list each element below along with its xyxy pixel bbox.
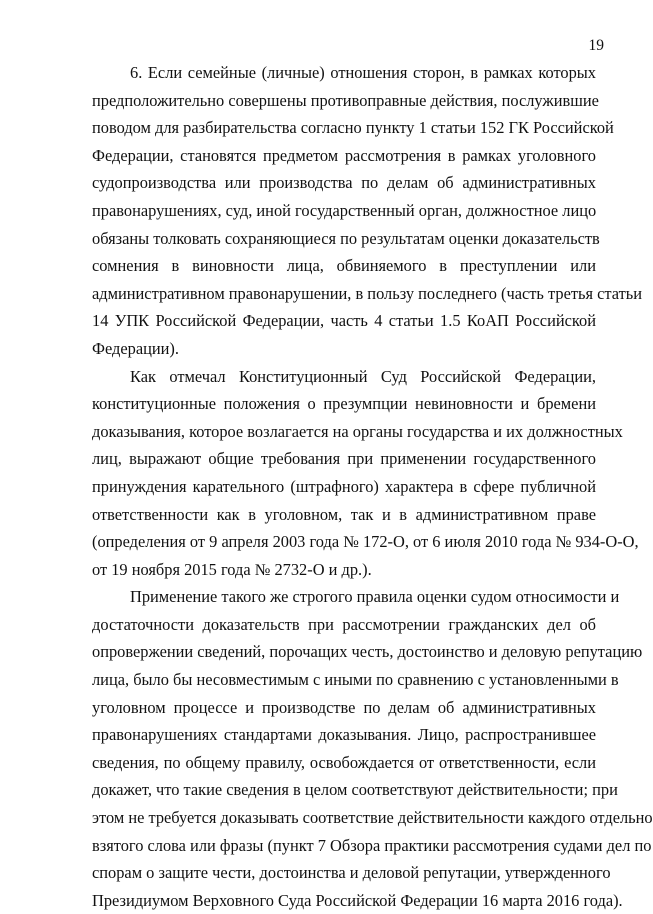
text-line: от 19 ноября 2015 года № 2732-О и др.). [92,559,372,579]
text-line: судопроизводства или производства по делам об административных [92,173,596,193]
paragraph-constitutional-court [92,363,639,584]
page-number: 19 [588,37,604,54]
text-line: докажет, что такие сведения в целом соответствуют действительности; при [92,780,618,800]
text-line: сомнения в виновности лица, обвиняемого в преступлении или [92,256,596,276]
text-line: лица, было бы несовместимым с иными по сравнению с установленными в [92,670,619,690]
text-line: обязаны толковать сохраняющиеся по результатам оценки доказательств [92,228,600,248]
text-line: конституционные положения о презумпции невиновности и бремени [92,394,596,414]
text-line: правонарушениях, суд, иной государственный орган, должностное лицо [92,200,597,220]
text-line: спорам о защите чести, достоинства и деловой репутации, утвержденного [92,863,611,883]
text-line: Применение такого же строгого правила оценки судом относимости и [130,587,620,607]
text-line: лиц, выражают общие требования при применении государственного [92,449,596,469]
text-line: сведения, по общему правилу, освобождается от ответственности, если [92,752,596,772]
text-line: взятого слова или фразы (пункт 7 Обзора практики рассмотрения судами дел по [92,835,652,855]
text-line: правонарушениях стандартами доказывания. Лицо, распространившее [92,725,596,745]
paragraph-family-relations [92,59,643,363]
text-line: (определения от 9 апреля 2003 года № 172-О, от 6 июля 2010 года № 934-О-О, [92,532,639,552]
text-line: Президиумом Верховного Суда Российской Федерации 16 марта 2016 года). [92,890,623,910]
text-line: 6. Если семейные (личные) отношения сторон, в рамках которых [130,63,596,82]
text-line: предположительно совершены противоправные действия, послужившие [92,90,599,110]
text-line: уголовном процессе и производстве по делам об административных [92,697,596,717]
text-line: опровержении сведений, порочащих честь, достоинство и деловую репутацию [92,642,643,662]
text-line: достаточности доказательств при рассмотрении гражданских дел об [92,614,596,634]
text-line: этом не требуется доказывать соответствие действительности каждого отдельно [92,808,653,828]
text-line: 14 УПК Российской Федерации, часть 4 статьи 1.5 КоАП Российской [92,311,596,331]
text-line: доказывания, которое возлагается на органы государства и их должностных [92,421,623,441]
document-body [92,59,653,914]
paragraph-standards-of-proof [92,583,653,914]
text-line: принуждения карательного (штрафного) характера в сфере публичной [92,476,596,496]
text-line: поводом для разбирательства согласно пункту 1 статьи 152 ГК Российской [92,118,614,138]
text-line: Федерации, становятся предметом рассмотрения в рамках уголовного [92,145,596,165]
text-line: Федерации). [92,338,179,358]
text-line: Как отмечал Конституционный Суд Российской Федерации, [130,366,596,386]
text-line: административном правонарушении, в пользу последнего (часть третья статьи [92,283,643,303]
text-line: ответственности как в уголовном, так и в административном праве [92,504,596,524]
